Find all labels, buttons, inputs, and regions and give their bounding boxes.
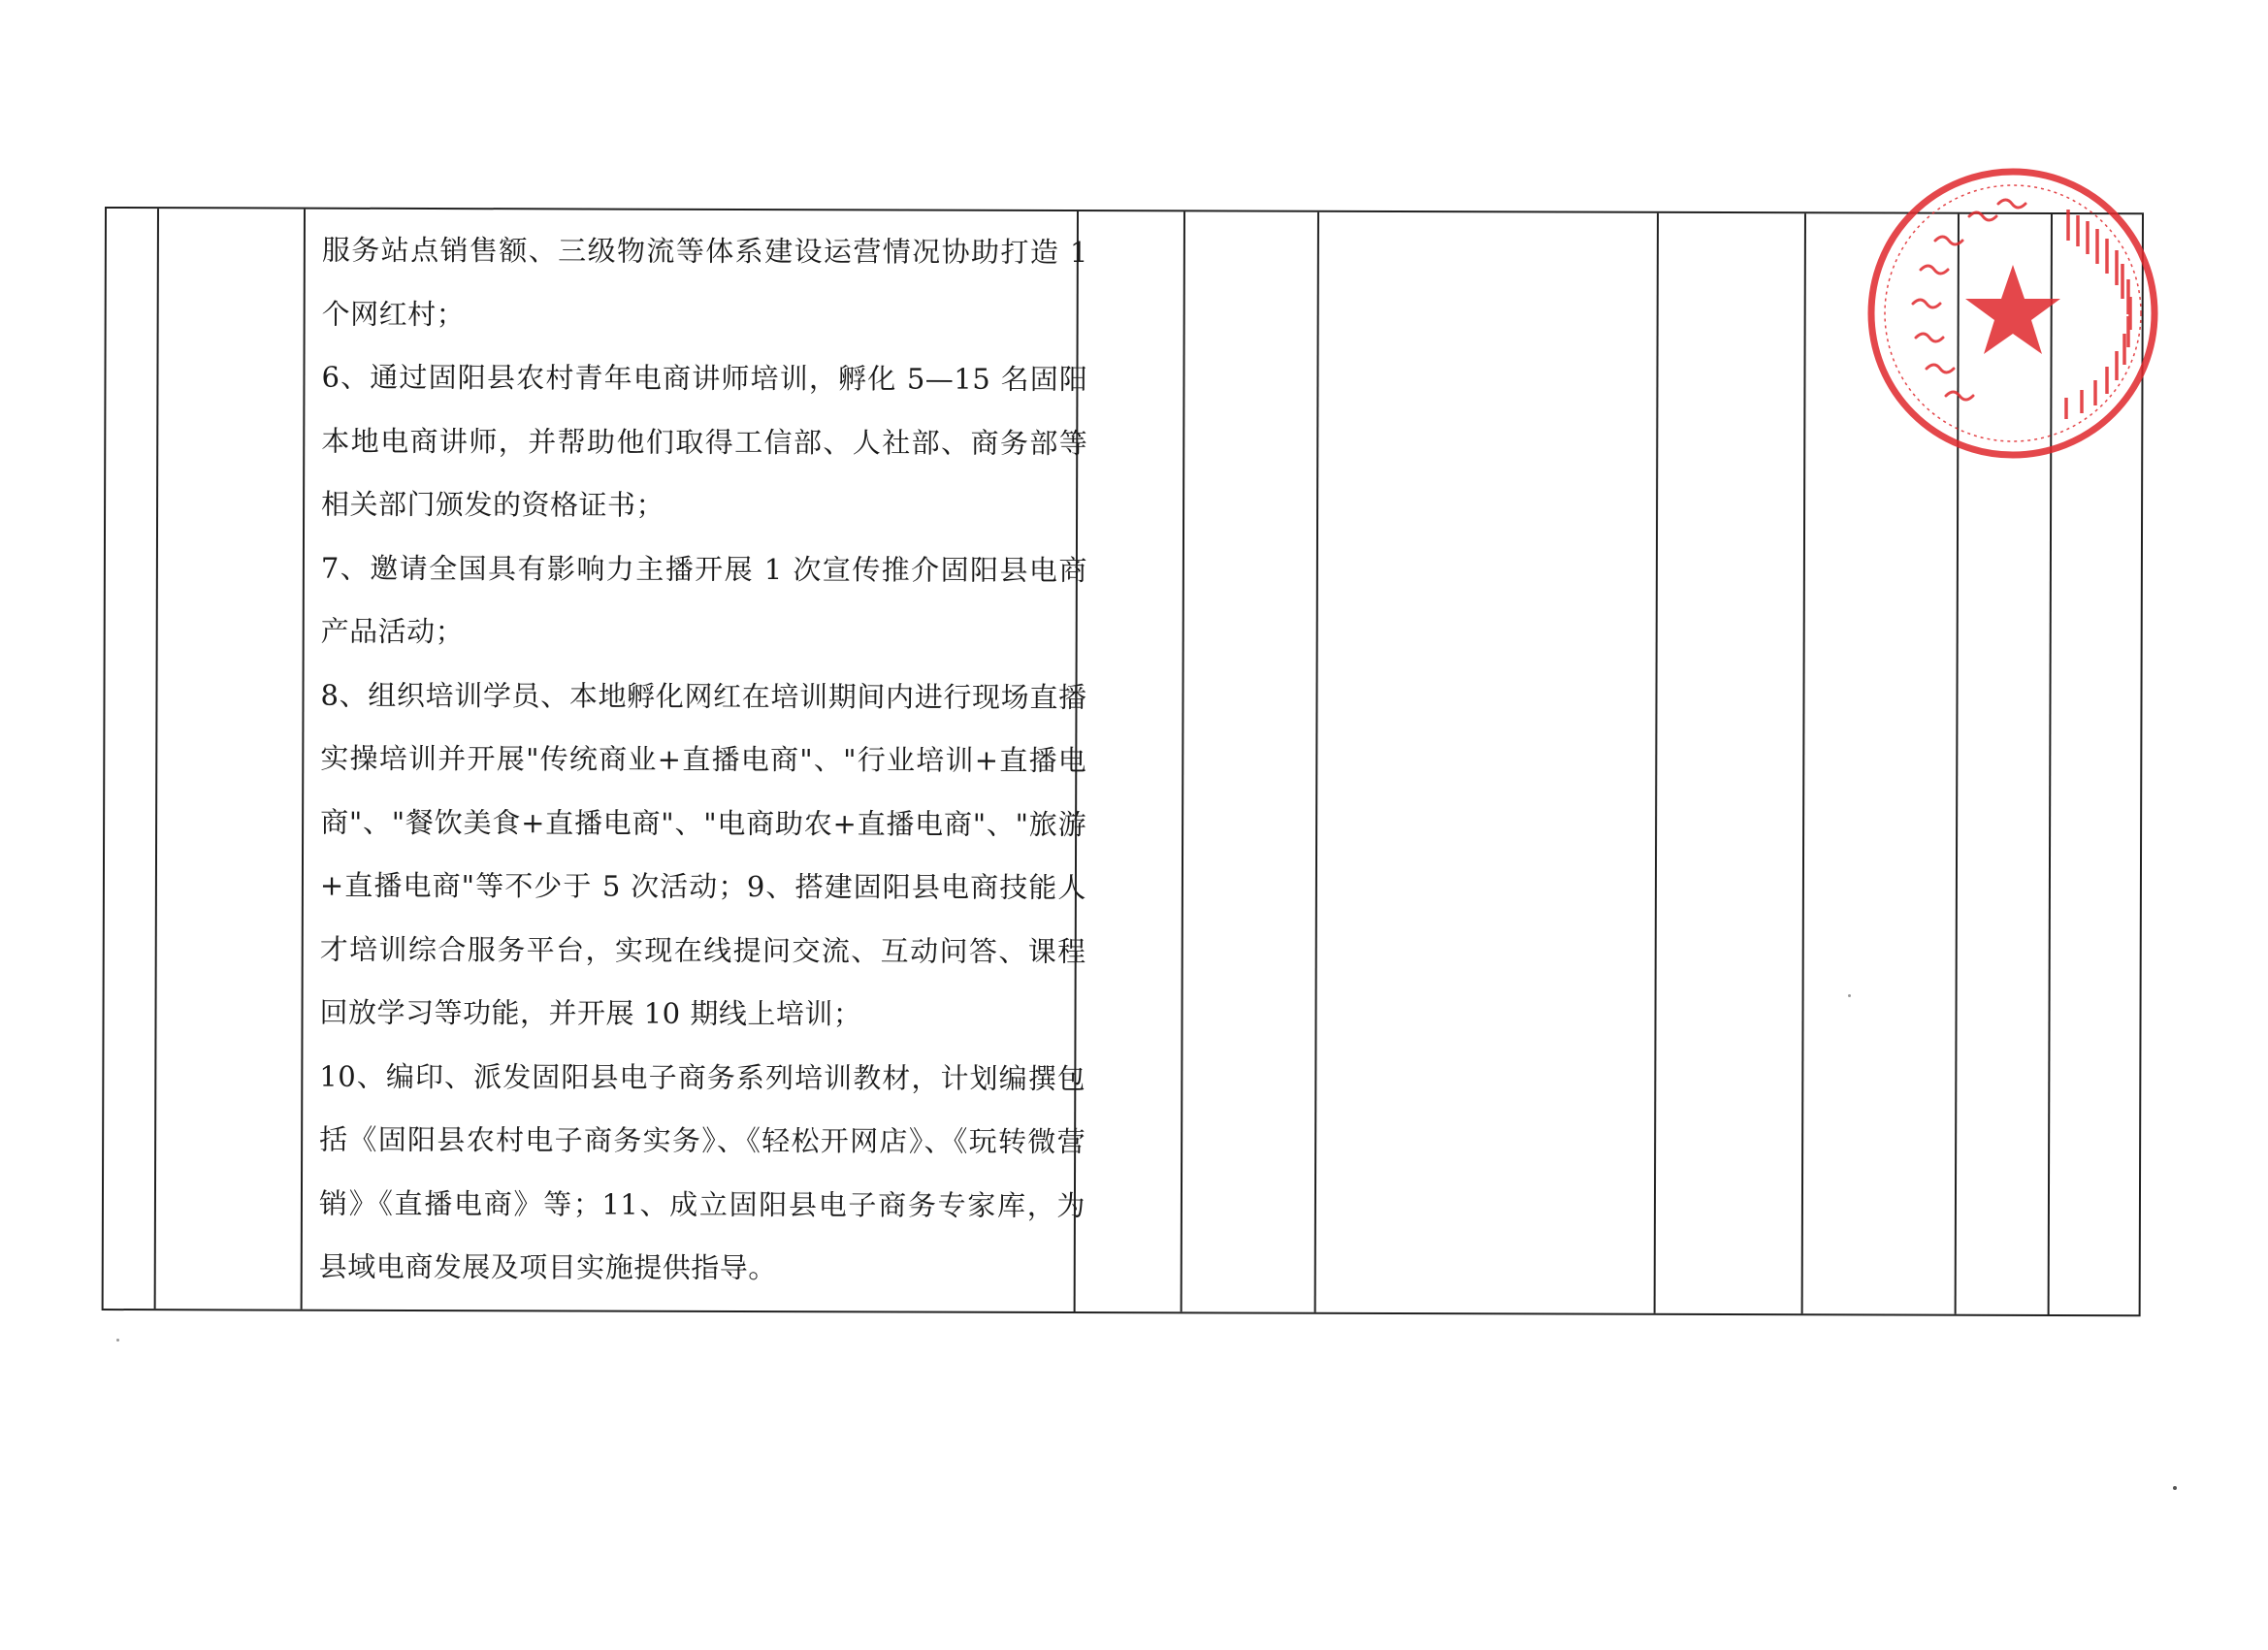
scan-speck (116, 1339, 119, 1342)
content-paragraph: 服务站点销售额、三级物流等体系建设运营情况协助打造 1 个网红村； (321, 233, 1088, 331)
content-paragraph: 8、组织培训学员、本地孵化网红在培训期间内进行现场直播实操培训并开展"传统商业+直播电商"、"行业培训+直播电商"、"餐饮美食+直播电商"、"电商助农+直播电商"、"旅游+直播电商"等不少于 5 次活动；9、搭建固阳县电商技能人才培训综合服务平台，实现在线提问交流、互动问答、课程回放学习等功能，并开展 10 期线上培训； (319, 678, 1087, 1031)
scan-speck (1848, 994, 1851, 997)
scan-speck (2173, 1486, 2177, 1490)
project-content-cell (319, 219, 1088, 1302)
content-paragraph: 10、编印、派发固阳县电子商务系列培训教材，计划编撰包括《固阳县农村电子商务实务》、《轻松开网店》、《玩转微营销》《直播电商》等；11、成立固阳县电子商务专家库，为县域电商发展及项目实施提供指导。 (318, 1059, 1086, 1285)
official-seal-icon (1863, 163, 2163, 464)
table-column-divider (301, 210, 306, 1310)
content-paragraph: 7、邀请全国具有影响力主播开展 1 次宣传推介固阳县电商产品活动； (320, 551, 1087, 649)
table-column-divider (1654, 213, 1659, 1313)
table-column-divider (154, 209, 159, 1309)
table-column-divider (1801, 213, 1806, 1313)
content-paragraph: 6、通过固阳县农村青年电商讲师培训，孵化 5—15 名固阳本地电商讲师，并帮助他们取得工信部、人社部、商务部等相关部门颁发的资格证书； (321, 360, 1088, 522)
table-column-divider (1181, 211, 1185, 1311)
data-table (102, 207, 2144, 1316)
table-column-divider (1314, 212, 1319, 1312)
